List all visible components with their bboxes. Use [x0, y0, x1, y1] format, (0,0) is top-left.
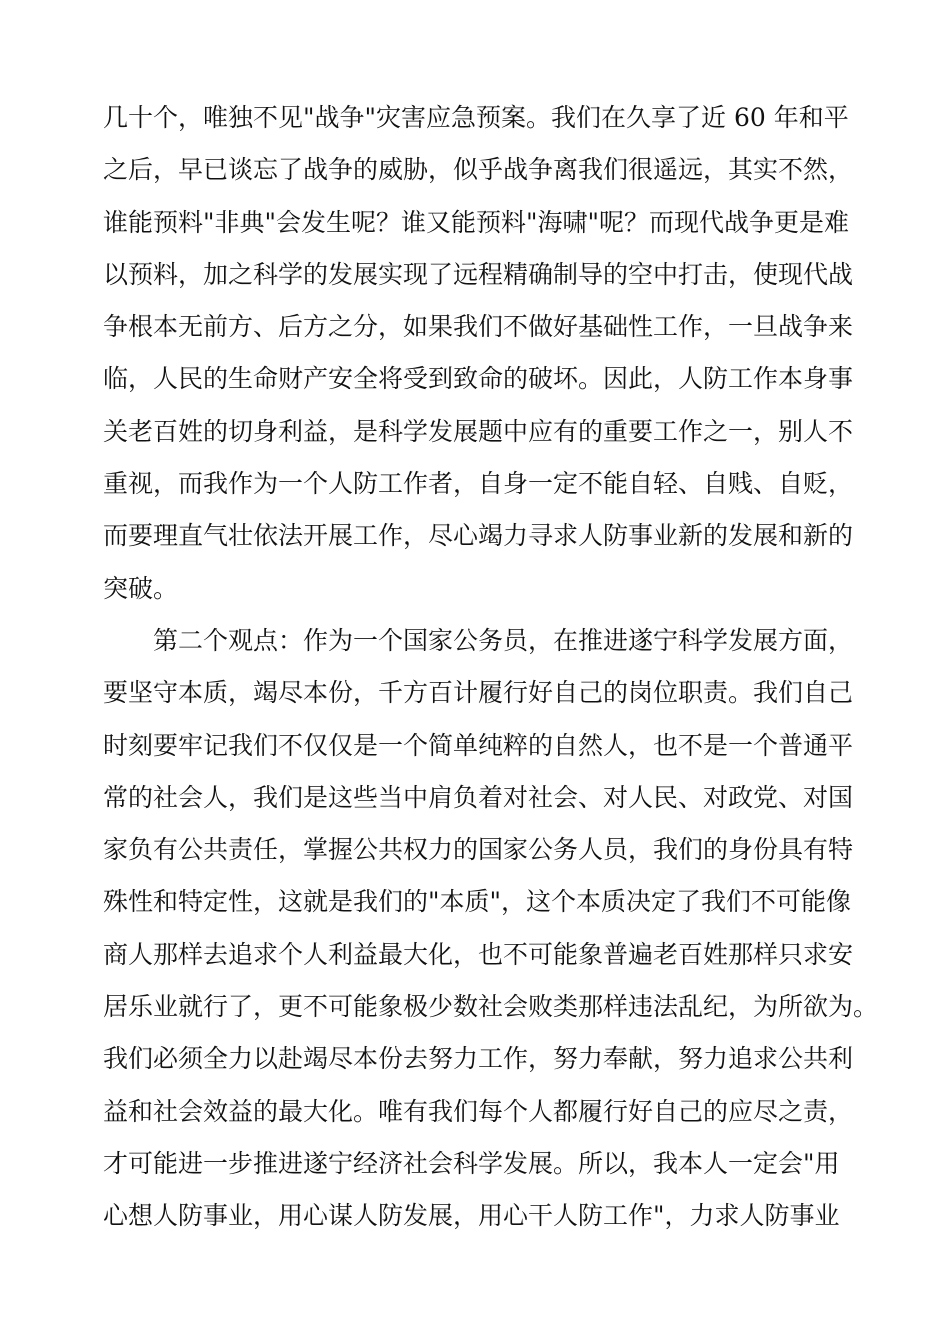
- text-line: 而要理直气壮依法开展工作，尽心竭力寻求人防事业新的发展和新的: [103, 521, 854, 551]
- text-line: 时刻要牢记我们不仅仅是一个简单纯粹的自然人，也不是一个普通平: [103, 730, 854, 760]
- text-line: 居乐业就行了，更不可能象极少数社会败类那样违法乱纪，为所欲为。: [103, 992, 879, 1022]
- text-line: 重视，而我作为一个人防工作者，自身一定不能自轻、自贱、自贬，: [103, 469, 854, 499]
- text-line: 以预料，加之科学的发展实现了远程精确制导的空中打击，使现代战: [103, 259, 854, 289]
- text-line: 益和社会效益的最大化。唯有我们每个人都履行好自己的应尽之责，: [103, 1096, 854, 1126]
- text-line: 殊性和特定性，这就是我们的"本质"，这个本质决定了我们不可能像: [103, 887, 852, 917]
- text-line: 要坚守本质，竭尽本份，千方百计履行好自己的岗位职责。我们自己: [103, 678, 854, 708]
- text-line: 谁能预料"非典"会发生呢？谁又能预料"海啸"呢？而现代战争更是难: [103, 207, 849, 237]
- body-text: [103, 92, 903, 1243]
- text-line: 之后，早已谈忘了战争的威胁，似乎战争离我们很遥远，其实不然，: [103, 155, 854, 185]
- text-line: 突破。: [103, 573, 179, 603]
- paragraph-start-line: 第二个观点：作为一个国家公务员，在推进遂宁科学发展方面，: [153, 625, 854, 655]
- text-line: 常的社会人，我们是这些当中肩负着对社会、对人民、对政党、对国: [103, 782, 854, 812]
- text-line: 临，人民的生命财产安全将受到致命的破坏。因此，人防工作本身事: [103, 364, 854, 394]
- text-line: 商人那样去追求个人利益最大化，也不可能象普遍老百姓那样只求安: [103, 939, 854, 969]
- text-line: 关老百姓的切身利益，是科学发展题中应有的重要工作之一，别人不: [103, 416, 854, 446]
- text-line: 家负有公共责任，掌握公共权力的国家公务人员，我们的身份具有特: [103, 835, 854, 865]
- text-line: 几十个，唯独不见"战争"灾害应急预案。我们在久享了近 60 年和平: [103, 103, 849, 132]
- text-line: 我们必须全力以赴竭尽本份去努力工作，努力奉献，努力追求公共利: [103, 1044, 854, 1074]
- text-line: 争根本无前方、后方之分，如果我们不做好基础性工作，一旦战争来: [103, 312, 854, 342]
- text-line: 心想人防事业，用心谋人防发展，用心干人防工作"，力求人防事业: [103, 1201, 840, 1231]
- text-line: 才可能进一步推进遂宁经济社会科学发展。所以，我本人一定会"用: [103, 1148, 840, 1178]
